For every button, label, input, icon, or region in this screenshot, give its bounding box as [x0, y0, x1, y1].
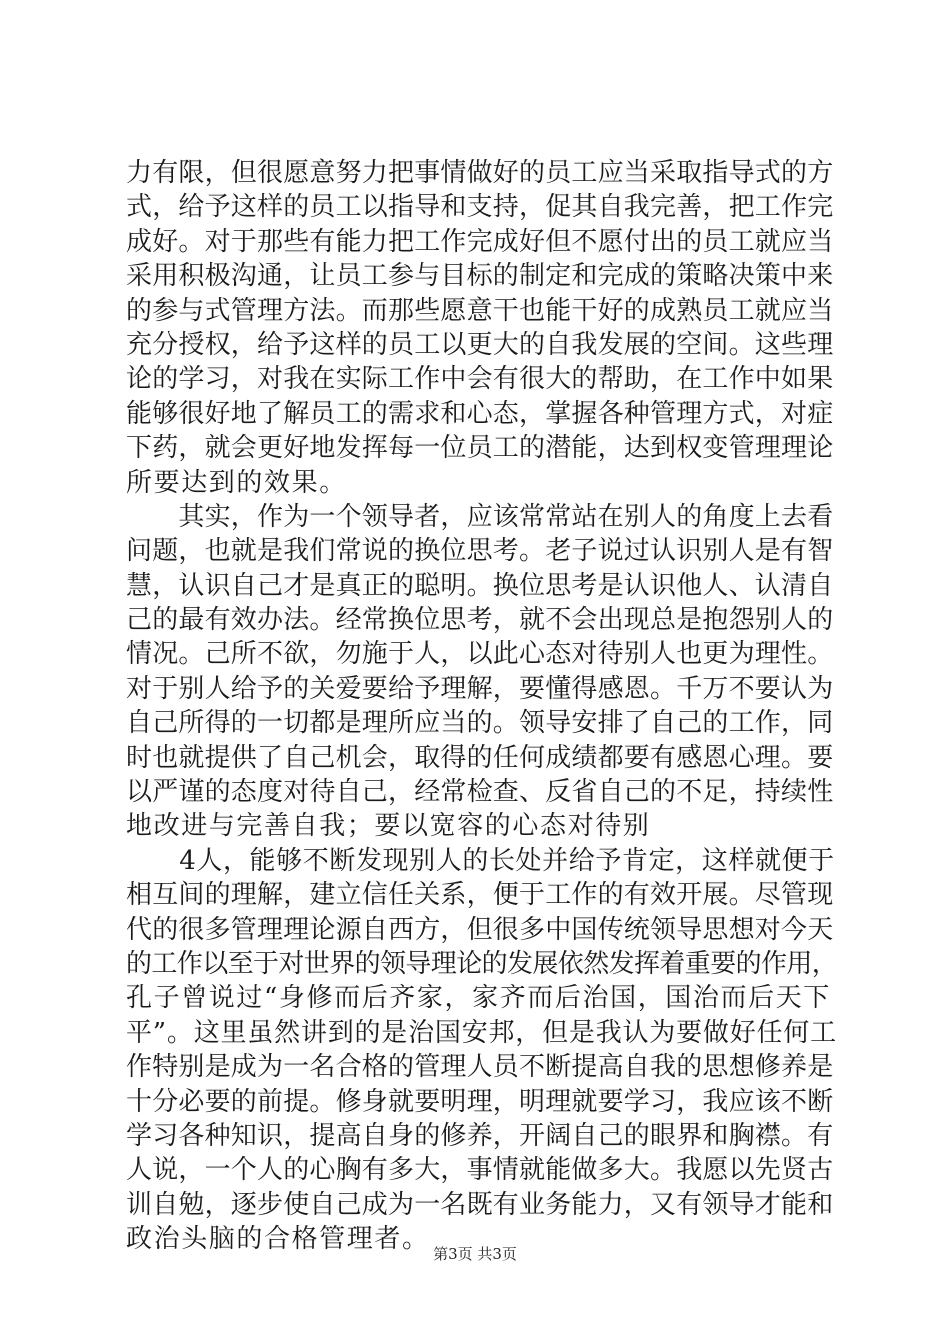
text-line: 问题，也就是我们常说的换位思考。老子说过认识别人是有智: [126, 536, 834, 567]
text-line: 时也就提供了自己机会，取得的任何成绩都要有感恩心理。要: [126, 742, 834, 773]
text-line: 十分必要的前提。修身就要明理，明理就要学习，我应该不断: [126, 1086, 834, 1117]
text-line: 下药，就会更好地发挥每一位员工的潜能，达到权变管理理论: [126, 433, 834, 464]
body-text: [126, 156, 838, 1257]
text-line: 慧，认识自己才是真正的聪明。换位思考是认识他人、认清自: [126, 570, 834, 601]
text-line: 学习各种知识，提高自身的修养，开阔自己的眼界和胸襟。有: [126, 1120, 834, 1151]
text-line: 政治头脑的合格管理者。: [126, 1224, 430, 1255]
page-footer: 第3页 共3页: [433, 1245, 517, 1263]
text-line: 相互间的理解，建立信任关系，便于工作的有效开展。尽管现: [126, 880, 834, 911]
text-line: 采用积极沟通，让员工参与目标的制定和完成的策略决策中来: [126, 261, 834, 292]
text-line: 能够很好地了解员工的需求和心态，掌握各种管理方式，对症: [126, 398, 834, 429]
text-line: 训自勉，逐步使自己成为一名既有业务能力，又有领导才能和: [126, 1189, 834, 1220]
text-line: 以严谨的态度对待自己，经常检查、反省自己的不足，持续性: [126, 777, 834, 808]
text-line: 其实，作为一个领导者，应该常常站在别人的角度上去看: [126, 501, 834, 532]
text-line: 代的很多管理理论源自西方，但很多中国传统领导思想对今天: [126, 914, 834, 945]
text-line: 论的学习，对我在实际工作中会有很大的帮助，在工作中如果: [126, 364, 834, 395]
text-line: 己的最有效办法。经常换位思考，就不会出现总是抱怨别人的: [126, 605, 834, 636]
text-line: 自己所得的一切都是理所应当的。领导安排了自己的工作，同: [126, 708, 834, 739]
text-line: 充分授权，给予这样的员工以更大的自我发展的空间。这些理: [126, 329, 834, 360]
text-line: 孔子曾说过“身修而后齐家，家齐而后治国，国治而后天下: [126, 983, 831, 1014]
text-line: 人说，一个人的心胸有多大，事情就能做多大。我愿以先贤古: [126, 1155, 834, 1186]
text-line: 力有限，但很愿意努力把事情做好的员工应当采取指导式的方: [126, 158, 834, 188]
text-line: 地改进与完善自我；要以宽容的心态对待别: [126, 811, 651, 842]
text-line: 对于别人给予的关爱要给予理解，要懂得感恩。千万不要认为: [126, 673, 834, 704]
text-line: 4人，能够不断发现别人的长处并给予肯定，这样就便于: [126, 845, 835, 876]
text-line: 平”。这里虽然讲到的是治国安邦，但是我认为要做好任何工: [126, 1017, 837, 1048]
text-line: 所要达到的效果。: [126, 467, 347, 498]
text-line: 作特别是成为一名合格的管理人员不断提高自我的思想修养是: [126, 1052, 834, 1083]
text-line: 成好。对于那些有能力把工作完成好但不愿付出的员工就应当: [126, 226, 834, 257]
text-line: 的工作以至于对世界的领导理论的发展依然发挥着重要的作用，: [126, 948, 838, 979]
text-line: 式，给予这样的员工以指导和支持，促其自我完善，把工作完: [126, 192, 834, 223]
text-line: 的参与式管理方法。而那些愿意干也能干好的成熟员工就应当: [126, 295, 834, 326]
text-line: 情况。己所不欲，勿施于人，以此心态对待别人也更为理性。: [126, 639, 834, 670]
